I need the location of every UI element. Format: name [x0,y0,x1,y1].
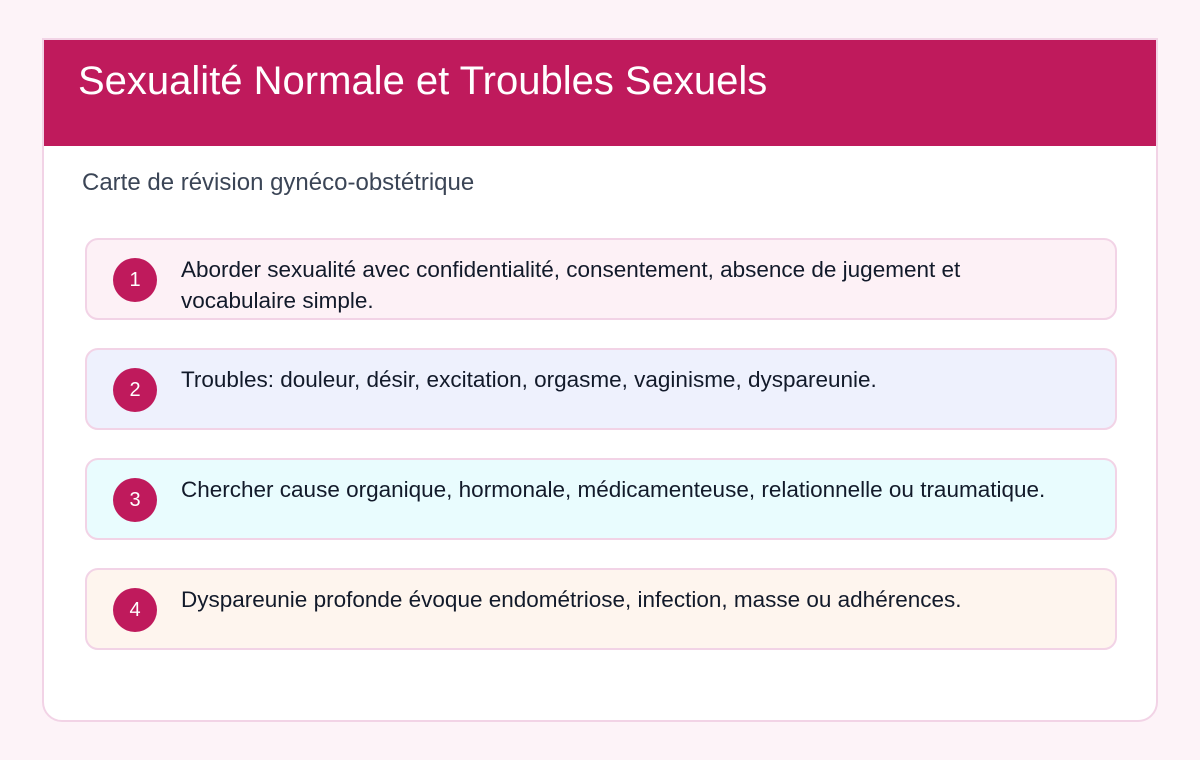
list-item [85,238,1117,320]
item-number-badge: 1 [113,258,157,302]
item-number-badge: 3 [113,478,157,522]
card-title: Sexualité Normale et Troubles Sexuels [78,59,768,103]
card-header [42,38,1158,146]
item-text: Chercher cause organique, hormonale, médicamenteuse, relationnelle ou traumatique. [181,477,1046,502]
item-number-badge: 4 [113,588,157,632]
item-text: Troubles: douleur, désir, excitation, orgasme, vaginisme, dyspareunie. [181,367,877,392]
item-number-badge: 2 [113,368,157,412]
list-item [85,568,1117,650]
revision-card [42,38,1158,722]
list-item [85,458,1117,540]
item-text: Dyspareunie profonde évoque endométriose, infection, masse ou adhérences. [181,587,962,612]
item-text: Aborder sexualité avec confidentialité, consentement, absence de jugement et vocabulaire simple. [181,257,961,313]
list-item [85,348,1117,430]
card-subtitle: Carte de révision gynéco-obstétrique [82,169,475,196]
